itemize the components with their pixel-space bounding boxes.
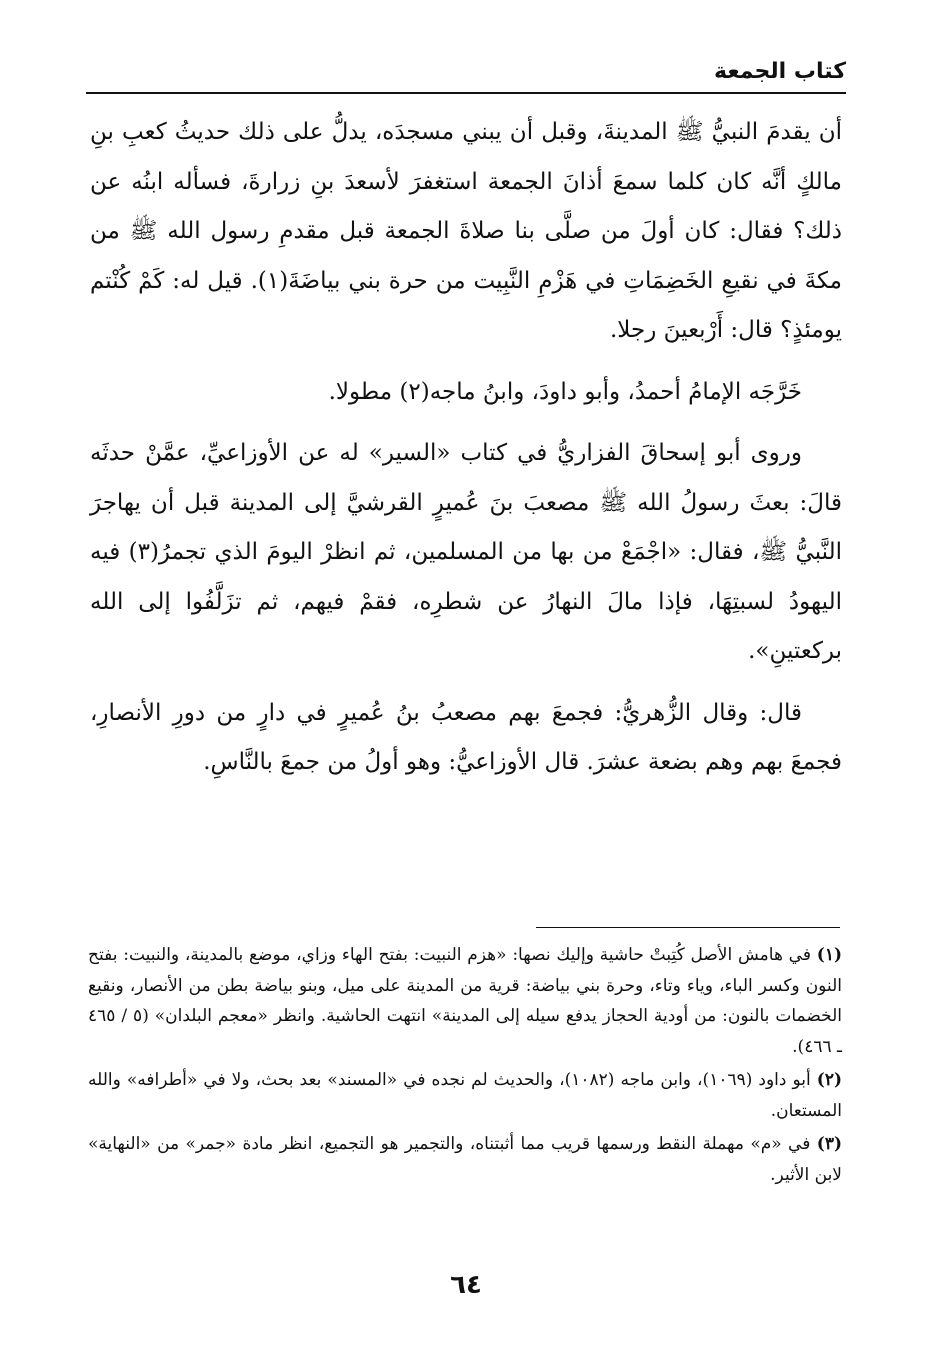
page-number: ٦٤ bbox=[450, 1270, 482, 1300]
footnotes bbox=[88, 940, 842, 1193]
footnote-number: (٢) bbox=[816, 1070, 843, 1090]
footnote-number: (١) bbox=[816, 945, 843, 965]
running-header: كتاب الجمعة bbox=[86, 52, 846, 94]
footnote-text: في «م» مهملة النقط ورسمها قريب مما أثبتناه، والتجمير هو التجميع، انظر مادة «جمر» من «النهاية» لابن الأثير. bbox=[88, 1134, 842, 1185]
paragraph-1: أن يقدمَ النبيُّ ﷺ المدينةَ، وقبل أن يبني مسجدَه، يدلُّ على ذلك حديثُ كعبِ بنِ مالكٍ أنَّه كان كلما سمعَ أذانَ الجمعة استغفرَ لأسعدَ بنِ زرارةَ، فسأله ابنُه عن ذلك؟ فقال: كان أولَ من صلَّى بنا صلاةَ الجمعة قبل مقدمِ رسول الله ﷺ من مكةَ في نقيعِ الخَضِمَاتِ في هَزْمِ النَّبِيت من حرة بني بياضَةَ(١). قيل له: كَمْ كُنْتم يومئذٍ؟ قال: أَرْبعينَ رجلا. bbox=[90, 119, 842, 343]
footnote-1 bbox=[88, 940, 842, 1062]
footnote-separator bbox=[536, 927, 840, 928]
footnote-2 bbox=[88, 1065, 842, 1126]
footnote-3 bbox=[88, 1129, 842, 1190]
footnote-text: أبو داود (١٠٦٩)، وابن ماجه (١٠٨٢)، والحديث لم نجده في «المسند» بعد بحث، ولا في «أطرافه» والله المستعان. bbox=[88, 1070, 842, 1121]
paragraph-3: وروى أبو إسحاقَ الفزاريُّ في كتاب «السير» له عن الأوزاعيِّ، عمَّنْ حدثَه قالَ: بعثَ رسولُ الله ﷺ مصعبَ بنَ عُميرٍ القرشيَّ إلى المدينة قبل أن يهاجرَ النَّبيُّ ﷺ، فقال: «اجْمَعْ من بها من المسلمين، ثم انظرْ اليومَ الذي تجمرُ(٣) فيه اليهودُ لسبتِهَا، فإذا مالَ النهارُ عن شطرِه، فقمْ فيهم، ثم تزَلَّفُوا إلى الله بركعتينِ». bbox=[90, 440, 842, 664]
footnote-number: (٣) bbox=[816, 1134, 842, 1154]
footnote-text: في هامش الأصل كُتِبتْ حاشية وإليك نصها: «هزم النبيت: بفتح الهاء وزاي، موضع بالمدينة، والنبيت: بفتح النون وكسر الباء، وياء وتاء، وحرة بني بياضة: قرية من المدينة على ميل، وبنو بياضة بطن من الأنصار، ونقيع الخضمات بالنون: من أودية الحجاز يدفع سيله إلى المدينة» انتهت الحاشية. وانظر «معجم البلدان» (٥ / ٤٦٥ ـ ٤٦٦). bbox=[88, 945, 842, 1057]
paragraph-4: قال: وقال الزُّهريُّ: فجمعَ بهم مصعبُ بنُ عُميرٍ في دارٍ من دورِ الأنصارِ، فجمعَ بهم وهم بضعة عشرَ. قال الأوزاعيُّ: وهو أولُ من جمعَ بالنَّاسِ. bbox=[90, 699, 842, 775]
main-text bbox=[90, 108, 842, 788]
paragraph-2: خَرَّجَه الإمامُ أحمدُ، وأبو داودَ، وابنُ ماجه(٢) مطولا. bbox=[328, 378, 802, 405]
